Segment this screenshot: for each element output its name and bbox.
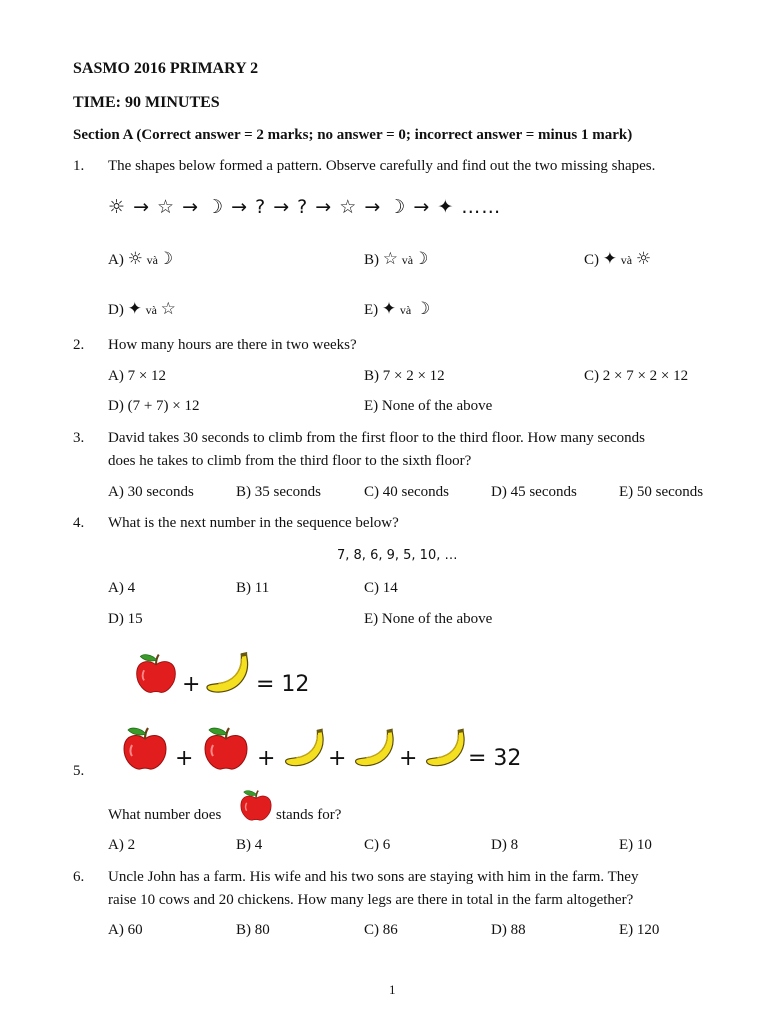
and-word: và bbox=[401, 253, 414, 267]
answer-option[interactable]: B) 80 bbox=[236, 922, 270, 938]
moon-icon: ☽ bbox=[157, 249, 174, 269]
exam-time: TIME: 90 MINUTES bbox=[73, 94, 220, 111]
apple-icon bbox=[133, 651, 179, 695]
question-text: How many hours are there in two weeks? bbox=[108, 337, 357, 353]
equation-sum: = 12 bbox=[256, 672, 310, 697]
answer-option[interactable]: A) 4 bbox=[108, 580, 136, 596]
sparkle-icon: ✦ bbox=[381, 299, 397, 319]
question-text: Uncle John has a farm. His wife and his two sons are staying with him in the farm. They bbox=[108, 869, 639, 885]
and-word: và bbox=[399, 303, 412, 317]
and-word: và bbox=[145, 303, 157, 317]
banana-icon bbox=[423, 725, 469, 771]
question-text: The shapes below formed a pattern. Observe carefully and find out the two missing shapes. bbox=[108, 158, 656, 174]
moon-icon: ☽ bbox=[415, 299, 431, 319]
plus-sign: + bbox=[399, 746, 418, 771]
answer-option[interactable]: E) None of the above bbox=[364, 398, 493, 414]
answer-option[interactable]: D) 45 seconds bbox=[491, 484, 577, 500]
answer-option[interactable]: E) None of the above bbox=[364, 611, 493, 627]
answer-option[interactable]: E) 120 bbox=[619, 922, 660, 938]
question-number: 3. bbox=[73, 430, 85, 446]
answer-option[interactable]: B) 4 bbox=[236, 837, 263, 853]
question-number: 4. bbox=[73, 515, 85, 531]
option-letter: C) bbox=[584, 252, 599, 268]
option-letter: B) bbox=[364, 252, 379, 268]
exam-title: SASMO 2016 PRIMARY 2 bbox=[73, 60, 259, 77]
answer-option[interactable]: C) 6 bbox=[364, 837, 391, 853]
number-sequence: 7, 8, 6, 9, 5, 10, … bbox=[337, 548, 458, 563]
answer-option[interactable] bbox=[108, 249, 173, 269]
question-number: 1. bbox=[73, 158, 85, 174]
answer-option[interactable]: A) 60 bbox=[108, 922, 143, 938]
sun-icon: ☼ bbox=[127, 249, 143, 269]
question-text: What is the next number in the sequence below? bbox=[108, 515, 399, 531]
question-text: raise 10 cows and 20 chickens. How many legs are there in total in the farm altogether? bbox=[108, 892, 634, 908]
answer-option[interactable] bbox=[364, 299, 430, 319]
banana-icon bbox=[282, 725, 328, 771]
sparkle-icon: ✦ bbox=[602, 249, 617, 269]
answer-option[interactable]: B) 7 × 2 × 12 bbox=[364, 368, 445, 384]
question-text: What number does bbox=[108, 807, 222, 823]
answer-option[interactable]: D) (7 + 7) × 12 bbox=[108, 398, 200, 414]
and-word: và bbox=[146, 253, 158, 267]
banana-icon bbox=[352, 725, 398, 771]
question-number: 6. bbox=[73, 869, 85, 885]
sun-icon: ☼ bbox=[635, 249, 652, 269]
answer-option[interactable]: A) 2 bbox=[108, 837, 136, 853]
answer-option[interactable]: D) 8 bbox=[491, 837, 519, 853]
option-letter: D) bbox=[108, 302, 124, 318]
answer-option[interactable]: E) 10 bbox=[619, 837, 652, 853]
page-number: 1 bbox=[389, 982, 396, 997]
answer-option[interactable]: B) 35 seconds bbox=[236, 484, 321, 500]
question-number: 5. bbox=[73, 763, 85, 779]
answer-option[interactable]: C) 40 seconds bbox=[364, 484, 449, 500]
answer-option[interactable]: A) 30 seconds bbox=[108, 484, 194, 500]
answer-option[interactable]: E) 50 seconds bbox=[619, 484, 704, 500]
plus-sign: + bbox=[182, 672, 201, 697]
and-word: và bbox=[620, 253, 633, 267]
question-number: 2. bbox=[73, 337, 85, 353]
apple-icon bbox=[238, 788, 274, 822]
answer-option[interactable] bbox=[108, 299, 176, 319]
answer-option[interactable]: D) 88 bbox=[491, 922, 526, 938]
banana-icon bbox=[203, 651, 253, 695]
plus-sign: + bbox=[257, 746, 276, 771]
answer-option[interactable]: C) 86 bbox=[364, 922, 398, 938]
sparkle-icon: ✦ bbox=[127, 299, 142, 319]
moon-icon: ☽ bbox=[413, 249, 429, 269]
apple-icon bbox=[201, 725, 251, 771]
shape-pattern: ☼ → ☆ → ☽ → ? → ? → ☆ → ☽ → ✦ …… bbox=[108, 196, 502, 218]
plus-sign: + bbox=[175, 746, 194, 771]
answer-option[interactable]: B) 11 bbox=[236, 580, 270, 596]
answer-option[interactable] bbox=[584, 249, 651, 269]
question-text: does he takes to climb from the third floor to the sixth floor? bbox=[108, 453, 472, 469]
question-text: David takes 30 seconds to climb from the first floor to the third floor. How many seconds bbox=[108, 430, 645, 446]
answer-option[interactable]: D) 15 bbox=[108, 611, 143, 627]
answer-option[interactable] bbox=[364, 249, 428, 269]
option-letter: E) bbox=[364, 302, 379, 318]
star-icon: ☆ bbox=[160, 299, 176, 319]
answer-option[interactable]: A) 7 × 12 bbox=[108, 368, 167, 384]
section-heading: Section A (Correct answer = 2 marks; no answer = 0; incorrect answer = minus 1 mark) bbox=[73, 127, 633, 143]
answer-option[interactable]: C) 2 × 7 × 2 × 12 bbox=[584, 368, 689, 384]
option-letter: A) bbox=[108, 252, 124, 268]
equation-sum: = 32 bbox=[468, 746, 522, 771]
question-text: stands for? bbox=[276, 807, 342, 823]
apple-icon bbox=[120, 725, 170, 771]
plus-sign: + bbox=[328, 746, 347, 771]
star-icon: ☆ bbox=[382, 249, 398, 269]
answer-option[interactable]: C) 14 bbox=[364, 580, 398, 596]
